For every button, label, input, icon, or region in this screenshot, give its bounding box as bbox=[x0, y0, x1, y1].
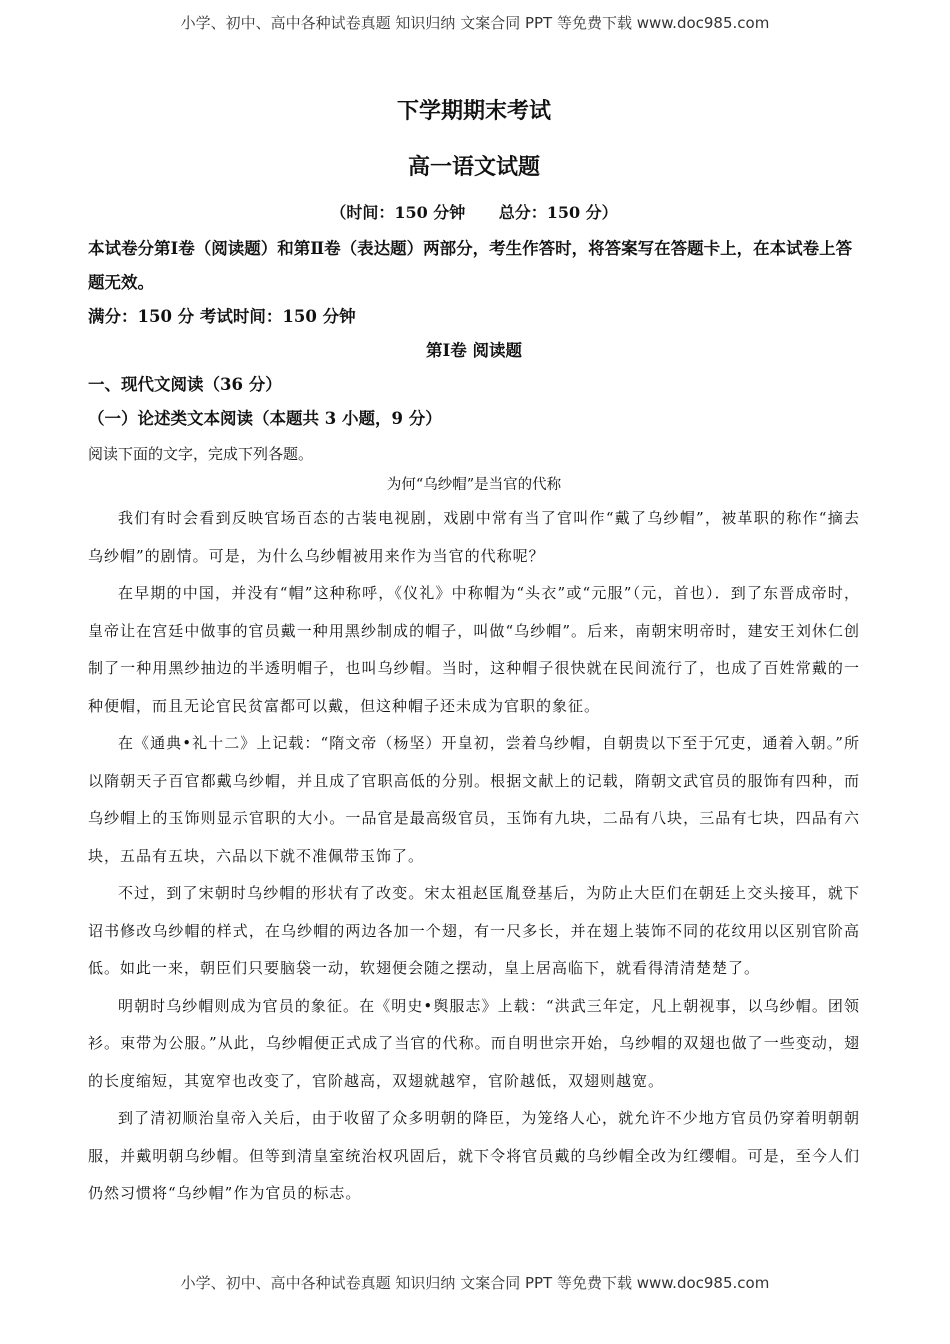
header-banner: 小学、初中、高中各种试卷真题 知识归纳 文案合同 PPT 等免费下载 www.doc985.com bbox=[180, 14, 770, 32]
article-paragraph: 不过，到了宋朝时乌纱帽的形状有了改变。宋太祖赵匡胤登基后，为防止大臣们在朝廷上交头接耳，就下诏书修改乌纱帽的样式，在乌纱帽的两边各加一个翅，有一尺多长，并在翅上装饰不同的花纹用以区别官阶高低。如此一来，朝臣们只要脑袋一动，软翅便会随之摆动，皇上居高临下，就看得清清楚楚了。 bbox=[88, 884, 860, 977]
article-title: 为何“乌纱帽”是当官的代称 bbox=[386, 477, 562, 493]
footer-banner: 小学、初中、高中各种试卷真题 知识归纳 文案合同 PPT 等免费下载 www.doc985.com bbox=[180, 1274, 770, 1292]
article-paragraph: 我们有时会看到反映官场百态的古装电视剧，戏剧中常有当了官叫作“戴了乌纱帽”，被革职的称作“摘去乌纱帽”的剧情。可是，为什么乌纱帽被用来作为当官的代称呢？ bbox=[88, 509, 860, 565]
exam-notice: 本试卷分第Ⅰ卷（阅读题）和第Ⅱ卷（表达题）两部分，考生作答时，将答案写在答题卡上，在本试卷上答题无效。 bbox=[88, 239, 853, 292]
part-title: 第Ⅰ卷 阅读题 bbox=[426, 341, 522, 360]
article-paragraph: 在早期的中国，并没有“帽”这种称呼，《仪礼》中称帽为“头衣”或“元服”（元，首也）．到了东晋成帝时，皇帝让在宫廷中做事的官员戴一种用黑纱制成的帽子，叫做“乌纱帽”。后来，南朝宋明帝时，建安王刘休仁创制了一种用黑纱抽边的半透明帽子，也叫乌纱帽。当时，这种帽子很快就在民间流行了，也成了百姓常戴的一种便帽，而且无论官民贫富都可以戴，但这种帽子还未成为官职的象征。 bbox=[88, 584, 860, 715]
section-heading: 一、现代文阅读（36 分） bbox=[88, 375, 282, 394]
exam-page bbox=[88, 90, 860, 1213]
article-paragraph: 到了清初顺治皇帝入关后，由于收留了众多明朝的降臣，为笼络人心，就允许不少地方官员仍穿着明朝朝服，并戴明朝乌纱帽。但等到清皇室统治权巩固后，就下令将官员戴的乌纱帽全改为红缨帽。可是，至今人们仍然习惯将“乌纱帽”作为官员的标志。 bbox=[88, 1109, 860, 1202]
exam-subject-title: 高一语文试题 bbox=[407, 154, 540, 180]
article-paragraph: 明朝时乌纱帽则成为官员的象征。在《明史•舆服志》上载：“洪武三年定，凡上朝视事，以乌纱帽。团领衫。束带为公服。”从此，乌纱帽便正式成了当官的代称。而自明世宗开始，乌纱帽的双翅也做了一些变动，翅的长度缩短，其宽窄也改变了，官阶越高，双翅就越窄，官阶越低，双翅则越宽。 bbox=[88, 996, 860, 1090]
reading-instruction: 阅读下面的文字，完成下列各题。 bbox=[88, 445, 314, 463]
article-paragraph: 在《通典•礼十二》上记载：“隋文帝（杨坚）开皇初，尝着乌纱帽，自朝贵以下至于冗吏，通着入朝。”所以隋朝天子百官都戴乌纱帽，并且成了官职高低的分别。根据文献上的记载，隋朝文武官员的服饰有四种，而乌纱帽上的玉饰则显示官职的大小。一品官是最高级官员，玉饰有九块，二品有八块，三品有七块，四品有六块，五品有五块，六品以下就不准佩带玉饰了。 bbox=[88, 734, 860, 865]
time-and-score-line: （时间：150 分钟 总分：150 分） bbox=[330, 203, 618, 222]
exam-title: 下学期期末考试 bbox=[396, 98, 551, 124]
score-line: 满分：150 分 考试时间：150 分钟 bbox=[88, 307, 356, 326]
subsection-heading: （一）论述类文本阅读（本题共 3 小题，9 分） bbox=[88, 409, 442, 428]
